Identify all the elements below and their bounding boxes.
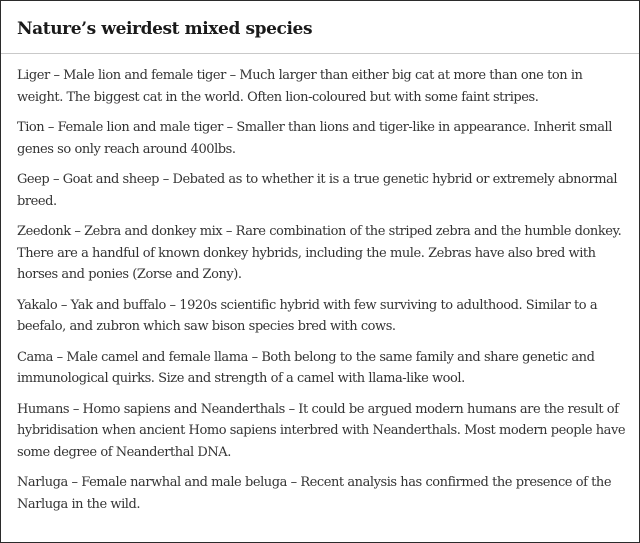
- species-entry-tion: Tion – Female lion and male tiger – Smaller than lions and tiger-like in appearance. Inherit small genes so only reach around 400lbs.: [17, 120, 612, 157]
- species-entry-yakalo: Yakalo – Yak and buffalo – 1920s scientific hybrid with few surviving to adulthood. Similar to a beefalo, and zubron which saw bison species bred with cows.: [17, 297, 598, 334]
- title-divider: [1, 53, 639, 54]
- species-list: [17, 65, 629, 524]
- species-entry-zeedonk: Zeedonk – Zebra and donkey mix – Rare combination of the striped zebra and the humble donkey. There are a handful of known donkey hybrids, including the mule. Zebras have also bred with horses and ponies (Zorse and Zony).: [17, 224, 622, 282]
- species-entry-humans: Humans – Homo sapiens and Neanderthals – It could be argued modern humans are the result of hybridisation when ancient Homo sapiens interbred with Neanderthals. Most modern people have some degree of Neanderthal DNA.: [17, 401, 626, 460]
- species-entry-liger: Liger – Male lion and female tiger – Much larger than either big cat at more than one ton in weight. The biggest cat in the world. Often lion-coloured but with some faint stripes.: [17, 68, 583, 105]
- box-title: Nature’s weirdest mixed species: [17, 19, 313, 39]
- species-entry-geep: Geep – Goat and sheep – Debated as to whether it is a true genetic hybrid or extremely abnormal breed.: [17, 172, 618, 209]
- species-entry-narluga: Narluga – Female narwhal and male beluga – Recent analysis has confirmed the presence of the Narluga in the wild.: [17, 475, 612, 512]
- species-entry-cama: Cama – Male camel and female llama – Both belong to the same family and share genetic and immunological quirks. Size and strength of a camel with llama-like wool.: [17, 349, 595, 386]
